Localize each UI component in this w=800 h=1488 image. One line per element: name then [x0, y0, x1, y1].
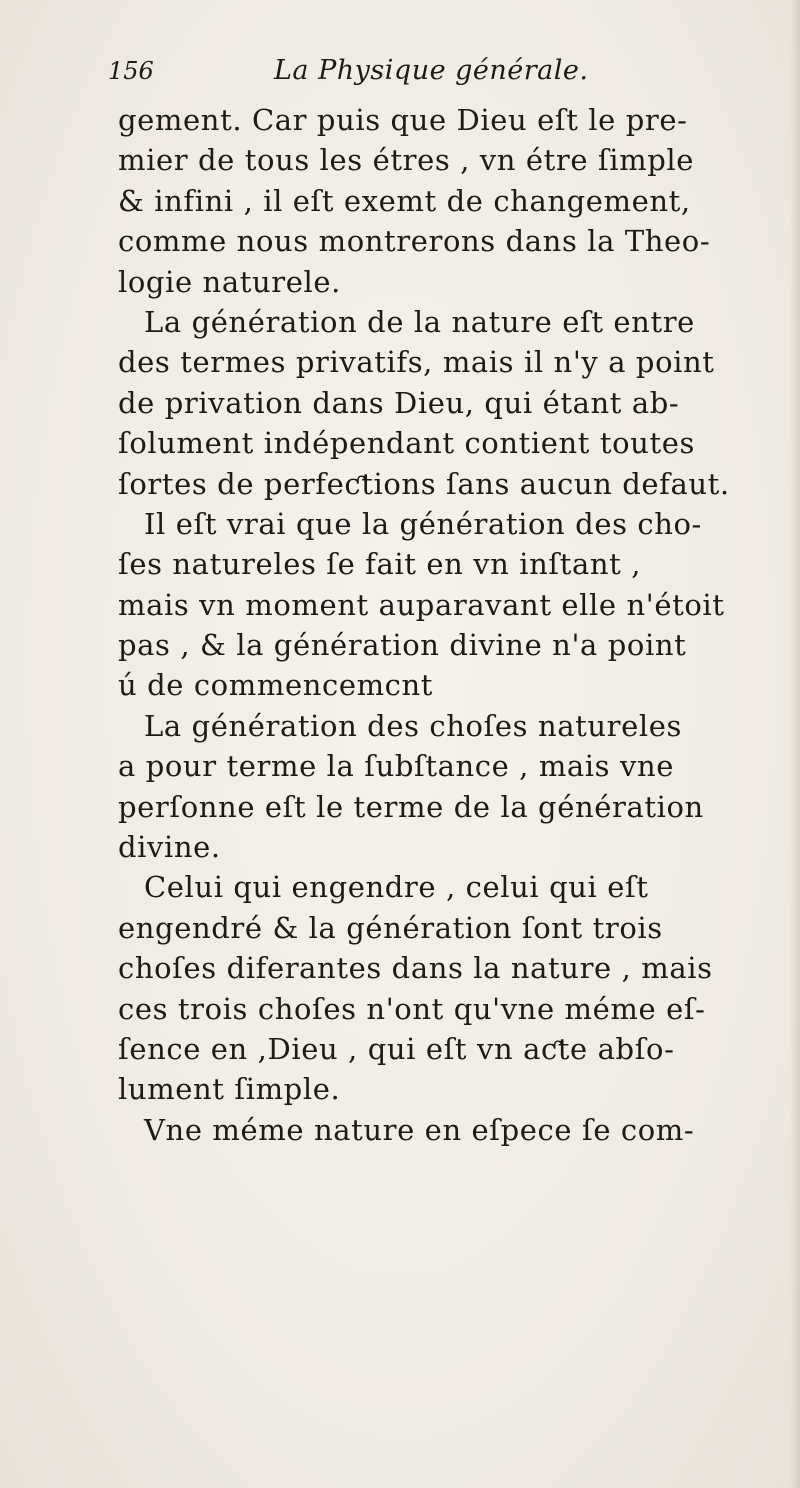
text-line: La génération de la nature eſt entre: [144, 304, 695, 339]
text-line: divine.: [118, 830, 221, 865]
text-line: ú de commencemcnt: [118, 668, 434, 703]
text-line: comme nous montrerons dans la Theo-: [118, 224, 711, 259]
text-line: mier de tous les étres , vn étre ſimple: [118, 143, 695, 178]
text-line: pas , & la génération divine n'a point: [118, 628, 687, 663]
text-line: engendré & la génération ſont trois: [118, 910, 663, 945]
text-line: Il eſt vrai que la génération des cho-: [144, 506, 702, 541]
text-line: Celui qui engendre , celui qui eſt: [144, 870, 649, 905]
text-line: ſortes de perfeƈtions ſans aucun defaut.: [118, 466, 730, 501]
text-line: ſence en ,Dieu , qui eſt vn aƈte abſo-: [118, 1031, 675, 1066]
text-line: Vne méme nature en eſpece ſe com-: [144, 1112, 695, 1147]
text-line: lument ſimple.: [118, 1072, 341, 1107]
text-line: de privation dans Dieu, qui étant ab-: [118, 385, 680, 420]
text-line: perſonne eſt le terme de la génération: [118, 789, 704, 824]
page-edge-shadow: [790, 0, 800, 1488]
text-line: gement. Car puis que Dieu eſt le pre-: [118, 103, 688, 137]
text-line: logie naturele.: [118, 264, 341, 299]
running-title: La Physique générale.: [274, 55, 589, 86]
text-line: ſes natureles ſe fait en vn inſtant ,: [118, 547, 642, 582]
text-line: choſes diferantes dans la nature , mais: [118, 951, 713, 986]
text-line: La génération des choſes natureles: [144, 708, 683, 743]
text-line: des termes privatifs, mais il n'y a point: [118, 345, 715, 380]
page-number: 156: [108, 57, 154, 85]
text-line: mais vn moment auparavant elle n'étoit: [118, 587, 725, 622]
text-line: & infini , il eſt exemt de changement,: [118, 183, 691, 218]
text-line: a pour terme la ſubſtance , mais vne: [118, 749, 675, 784]
text-line: ſolument indépendant contient toutes: [118, 426, 695, 461]
text-line: ces trois choſes n'ont qu'vne méme eſ-: [118, 991, 706, 1026]
running-head: [108, 50, 768, 92]
body-text: [118, 100, 788, 1150]
